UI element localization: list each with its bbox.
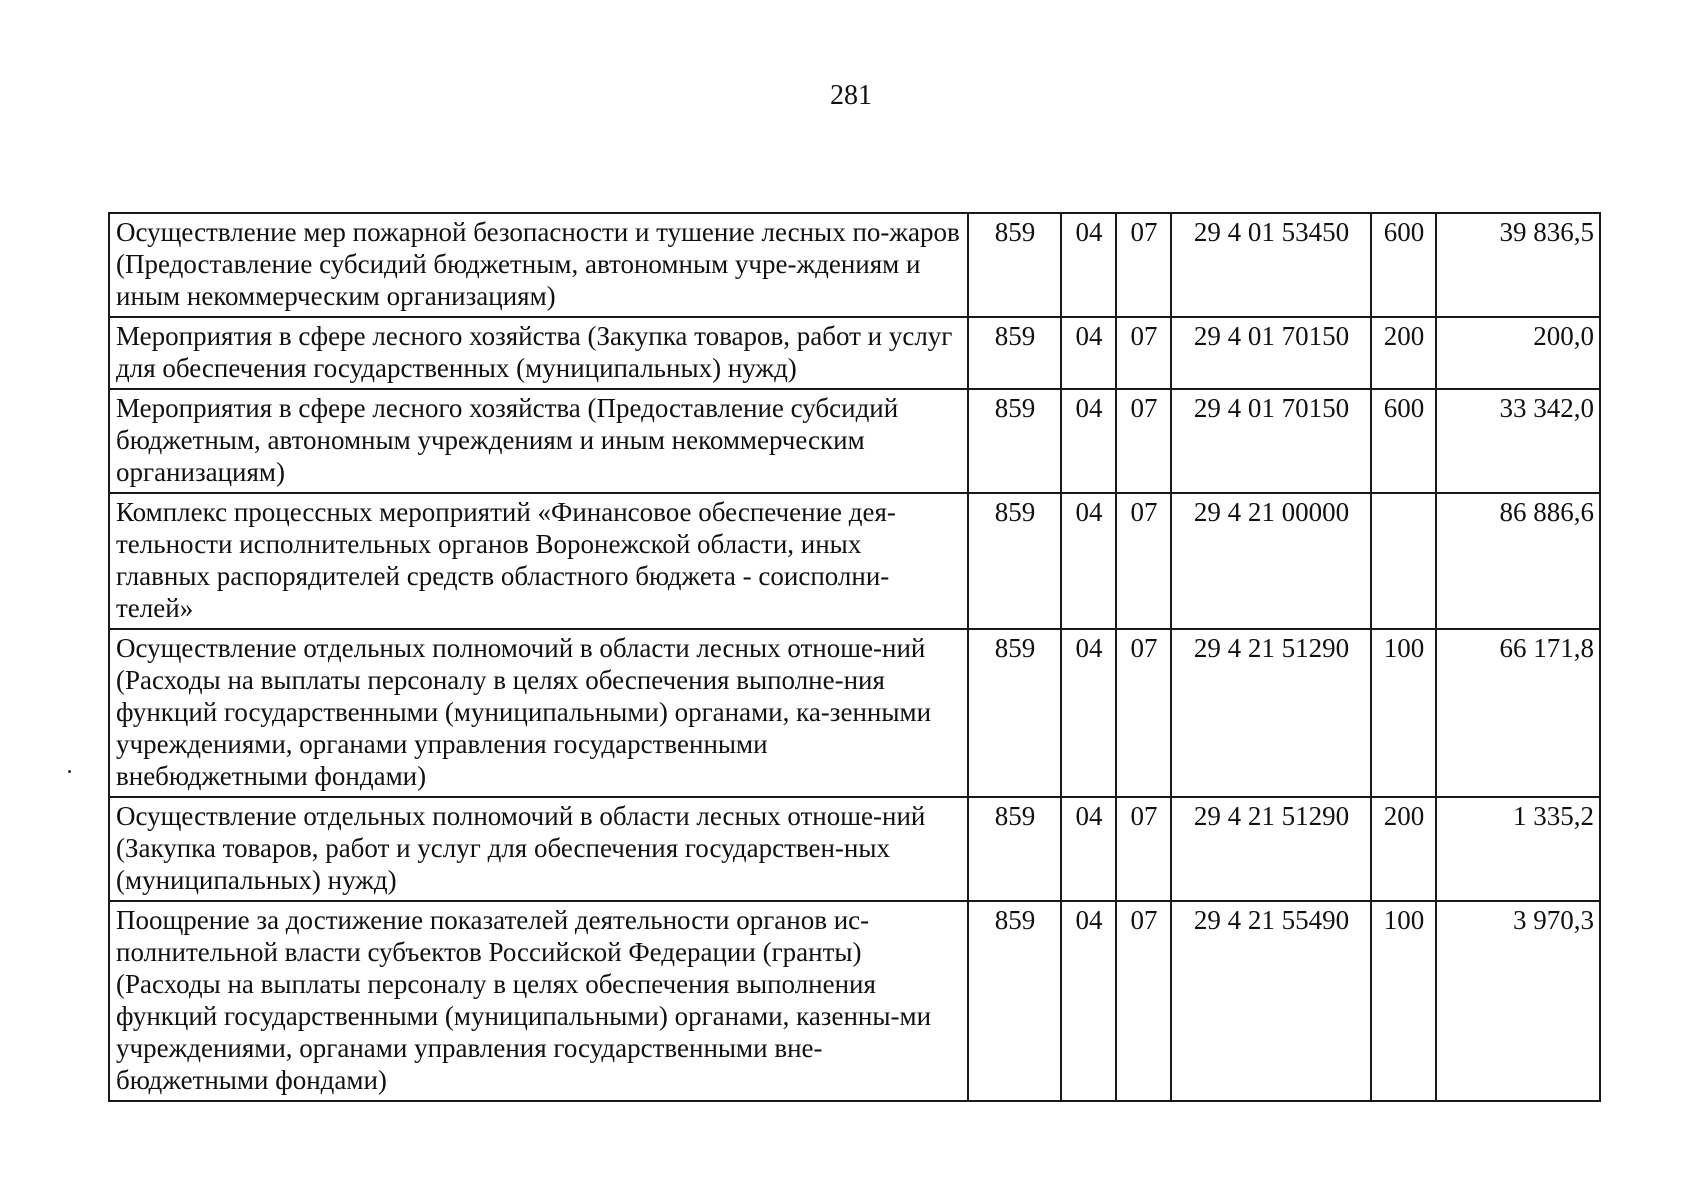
page-number: 281	[830, 80, 872, 111]
amount-cell: 39 836,5	[1436, 213, 1600, 317]
expense-type-cell: 100	[1371, 629, 1436, 797]
subsection-code-cell: 07	[1116, 797, 1171, 901]
expense-name-cell: Мероприятия в сфере лесного хозяйства (Предоставление субсидий бюджетным, автономным учреждениям и иным некоммерческим организациям)	[109, 389, 968, 493]
subsection-code-cell: 07	[1116, 901, 1171, 1101]
expense-type-cell: 200	[1371, 797, 1436, 901]
table-body	[109, 213, 1600, 1101]
section-code-cell: 04	[1061, 629, 1116, 797]
table-row	[109, 317, 1600, 389]
department-code-cell: 859	[968, 317, 1061, 389]
target-article-cell: 29 4 21 51290	[1171, 797, 1371, 901]
expense-type-cell: 200	[1371, 317, 1436, 389]
expense-name-cell: Комплекс процессных мероприятий «Финансовое обеспечение дея-тельности исполнительных органов Воронежской области, иных главных распорядителей средств областного бюджета - соисполни-телей»	[109, 493, 968, 629]
expense-type-cell: 600	[1371, 213, 1436, 317]
expense-type-cell: 100	[1371, 901, 1436, 1101]
table-row	[109, 629, 1600, 797]
subsection-code-cell: 07	[1116, 389, 1171, 493]
expense-type-cell	[1371, 493, 1436, 629]
table-row	[109, 797, 1600, 901]
target-article-cell: 29 4 01 53450	[1171, 213, 1371, 317]
subsection-code-cell: 07	[1116, 629, 1171, 797]
table-row	[109, 901, 1600, 1101]
table-row	[109, 213, 1600, 317]
amount-cell: 1 335,2	[1436, 797, 1600, 901]
expense-name-cell: Осуществление мер пожарной безопасности и тушение лесных по-жаров (Предоставление субсидий бюджетным, автономным учре-ждениям и иным некоммерческим организациям)	[109, 213, 968, 317]
amount-cell: 200,0	[1436, 317, 1600, 389]
target-article-cell: 29 4 21 55490	[1171, 901, 1371, 1101]
budget-table	[108, 212, 1601, 1102]
section-code-cell: 04	[1061, 317, 1116, 389]
department-code-cell: 859	[968, 901, 1061, 1101]
section-code-cell: 04	[1061, 797, 1116, 901]
section-code-cell: 04	[1061, 901, 1116, 1101]
amount-cell: 66 171,8	[1436, 629, 1600, 797]
department-code-cell: 859	[968, 797, 1061, 901]
expense-type-cell: 600	[1371, 389, 1436, 493]
expense-name-cell: Осуществление отдельных полномочий в области лесных отноше-ний (Расходы на выплаты персоналу в целях обеспечения выполне-ния функций государственными (муниципальными) органами, ка-зенными учреждениями, органами управления государственными внебюджетными фондами)	[109, 629, 968, 797]
target-article-cell: 29 4 21 51290	[1171, 629, 1371, 797]
target-article-cell: 29 4 21 00000	[1171, 493, 1371, 629]
subsection-code-cell: 07	[1116, 213, 1171, 317]
department-code-cell: 859	[968, 629, 1061, 797]
amount-cell: 33 342,0	[1436, 389, 1600, 493]
subsection-code-cell: 07	[1116, 317, 1171, 389]
amount-cell: 3 970,3	[1436, 901, 1600, 1101]
expense-name-cell: Мероприятия в сфере лесного хозяйства (Закупка товаров, работ и услуг для обеспечения государственных (муниципальных) нужд)	[109, 317, 968, 389]
target-article-cell: 29 4 01 70150	[1171, 317, 1371, 389]
table-row	[109, 493, 1600, 629]
expense-name-cell: Осуществление отдельных полномочий в области лесных отноше-ний (Закупка товаров, работ и услуг для обеспечения государствен-ных (муниципальных) нужд)	[109, 797, 968, 901]
table-row	[109, 389, 1600, 493]
department-code-cell: 859	[968, 389, 1061, 493]
department-code-cell: 859	[968, 493, 1061, 629]
subsection-code-cell: 07	[1116, 493, 1171, 629]
section-code-cell: 04	[1061, 493, 1116, 629]
section-code-cell: 04	[1061, 389, 1116, 493]
section-code-cell: 04	[1061, 213, 1116, 317]
scan-speck	[68, 770, 71, 773]
target-article-cell: 29 4 01 70150	[1171, 389, 1371, 493]
expense-name-cell: Поощрение за достижение показателей деятельности органов ис-полнительной власти субъектов Российской Федерации (гранты) (Расходы на выплаты персоналу в целях обеспечения выполнения функций государственными (муниципальными) органами, казенны-ми учреждениями, органами управления государственными вне-бюджетными фондами)	[109, 901, 968, 1101]
amount-cell: 86 886,6	[1436, 493, 1600, 629]
department-code-cell: 859	[968, 213, 1061, 317]
